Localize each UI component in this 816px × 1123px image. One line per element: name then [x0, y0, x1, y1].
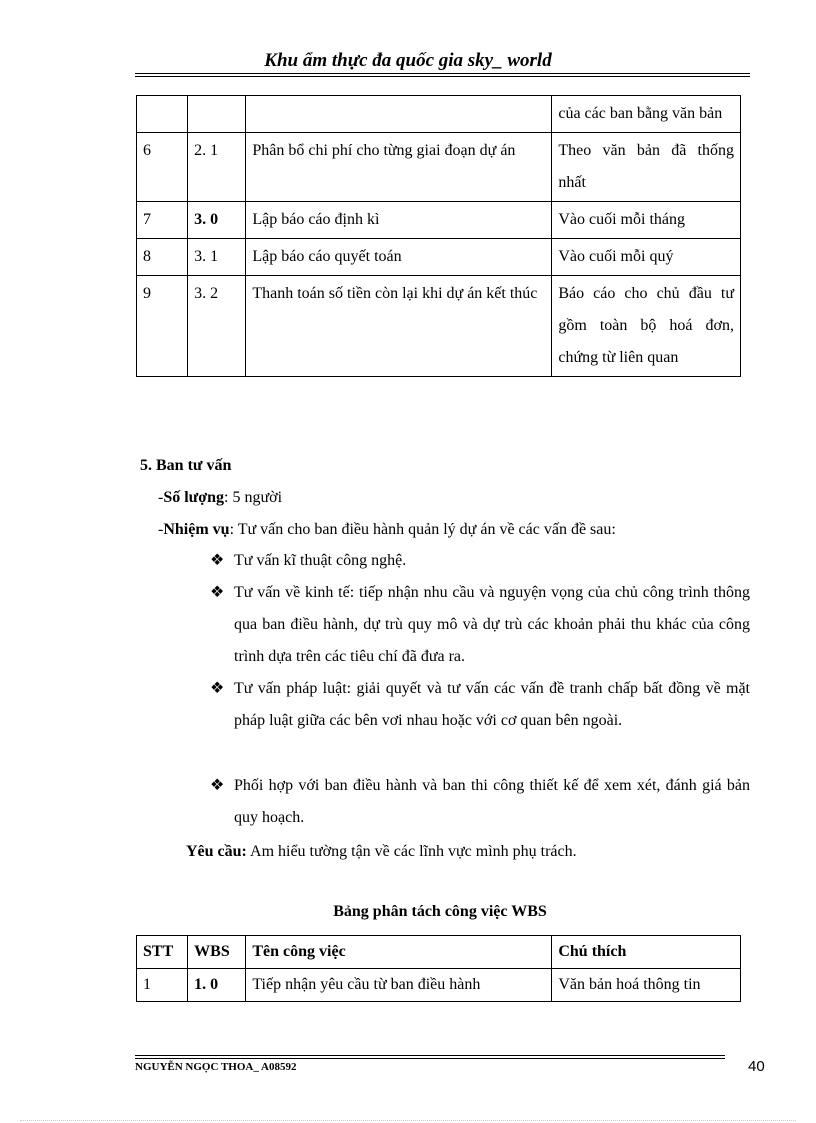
quantity-label: Số lượng [163, 489, 225, 506]
cell-task: Tiếp nhận yêu cầu từ ban điều hành [246, 969, 552, 1002]
bullet-text: Tư vấn về kinh tế: tiếp nhận nhu cầu và nguyện vọng của chủ công trình thông qua ban điều hành, dự trù quy mô và dự trù các khoản phải thu khác của công trình dựa trên các tiêu chí đã đưa ra. [234, 584, 750, 665]
requirement-text: Am hiểu tường tận về các lĩnh vực mình phụ trách. [246, 843, 577, 860]
page-edge-divider [20, 1120, 796, 1121]
table-header-row [137, 936, 741, 969]
diamond-bullet-icon: ❖ [210, 680, 225, 697]
cell-stt: 6 [137, 133, 188, 202]
cell-stt: 9 [137, 276, 188, 377]
table-title: Bảng phân tách công việc WBS [333, 903, 547, 920]
cell-note: Báo cáo cho chủ đầu tư gồm toàn bộ hoá đơn, chứng từ liên quan [552, 276, 741, 377]
diamond-bullet-icon: ❖ [210, 777, 225, 794]
cell-task: Phân bổ chi phí cho từng giai đoạn dự án [246, 133, 552, 202]
bullet-item [210, 770, 750, 834]
page-number: 40 [748, 1058, 765, 1075]
table-row [137, 239, 741, 276]
wbs-table-continued [136, 95, 741, 377]
table-row [137, 276, 741, 377]
table-row [137, 133, 741, 202]
header-wbs: WBS [188, 936, 246, 969]
bullet-item [210, 577, 750, 673]
cell-task: Lập báo cáo quyết toán [246, 239, 552, 276]
duty-text: : Tư vấn cho ban điều hành quản lý dự án về các vấn đề sau: [229, 521, 616, 538]
cell-note: của các ban bằng văn bản [552, 96, 741, 133]
cell-task: Thanh toán số tiền còn lại khi dự án kết thúc [246, 276, 552, 377]
diamond-bullet-icon: ❖ [210, 584, 225, 601]
diamond-bullet-icon: ❖ [210, 552, 225, 569]
duty-line: -Nhiệm vụ: Tư vấn cho ban điều hành quản lý dự án về các vấn đề sau: [158, 521, 616, 538]
bullet-text: Tư vấn pháp luật: giải quyết và tư vấn các vấn đề tranh chấp bất đồng về mặt pháp luật giữa các bên vơi nhau hoặc với cơ quan bên ngoài. [234, 680, 750, 729]
cell-wbs: 2. 1 [188, 133, 246, 202]
cell-stt: 1 [137, 969, 188, 1002]
requirement-label: Yêu cầu: [186, 843, 247, 860]
header-task: Tên công việc [246, 936, 552, 969]
table-row [137, 202, 741, 239]
bullet-text: Tư vấn kĩ thuật công nghệ. [234, 552, 407, 569]
footer-author: NGUYỄN NGỌC THOA_ A08592 [135, 1061, 297, 1073]
running-header-title: Khu ẩm thực đa quốc gia sky_ world [264, 50, 552, 71]
cell-wbs: 3. 1 [188, 239, 246, 276]
cell-note: Vào cuối mỗi quý [552, 239, 741, 276]
header-stt: STT [137, 936, 188, 969]
table-row [137, 96, 741, 133]
quantity-line: -Số lượng: 5 người [158, 489, 283, 506]
cell-stt: 7 [137, 202, 188, 239]
table-row [137, 969, 741, 1002]
header-rule [135, 76, 750, 77]
duty-label: Nhiệm vụ [163, 521, 230, 538]
footer-rule [135, 1055, 725, 1056]
cell-wbs: 1. 0 [188, 969, 246, 1002]
cell-task [246, 96, 552, 133]
cell-stt: 8 [137, 239, 188, 276]
cell-task: Lập báo cáo định kì [246, 202, 552, 239]
bullet-item [210, 673, 750, 737]
cell-note: Văn bản hoá thông tin [552, 969, 741, 1002]
cell-wbs [188, 96, 246, 133]
cell-wbs: 3. 0 [188, 202, 246, 239]
cell-note: Theo văn bản đã thống nhất [552, 133, 741, 202]
bullet-text: Phối hợp với ban điều hành và ban thi công thiết kế để xem xét, đánh giá bản quy hoạch. [234, 777, 750, 826]
quantity-value: : 5 người [224, 489, 283, 506]
cell-stt [137, 96, 188, 133]
section-heading: 5. Ban tư vấn [140, 457, 232, 474]
footer-rule [135, 1058, 725, 1059]
cell-note: Vào cuối mỗi tháng [552, 202, 741, 239]
bullet-item [210, 545, 750, 577]
cell-wbs: 3. 2 [188, 276, 246, 377]
requirement-line [186, 836, 577, 868]
header-note: Chú thích [552, 936, 741, 969]
wbs-table [136, 935, 741, 1002]
header-rule [135, 73, 750, 74]
